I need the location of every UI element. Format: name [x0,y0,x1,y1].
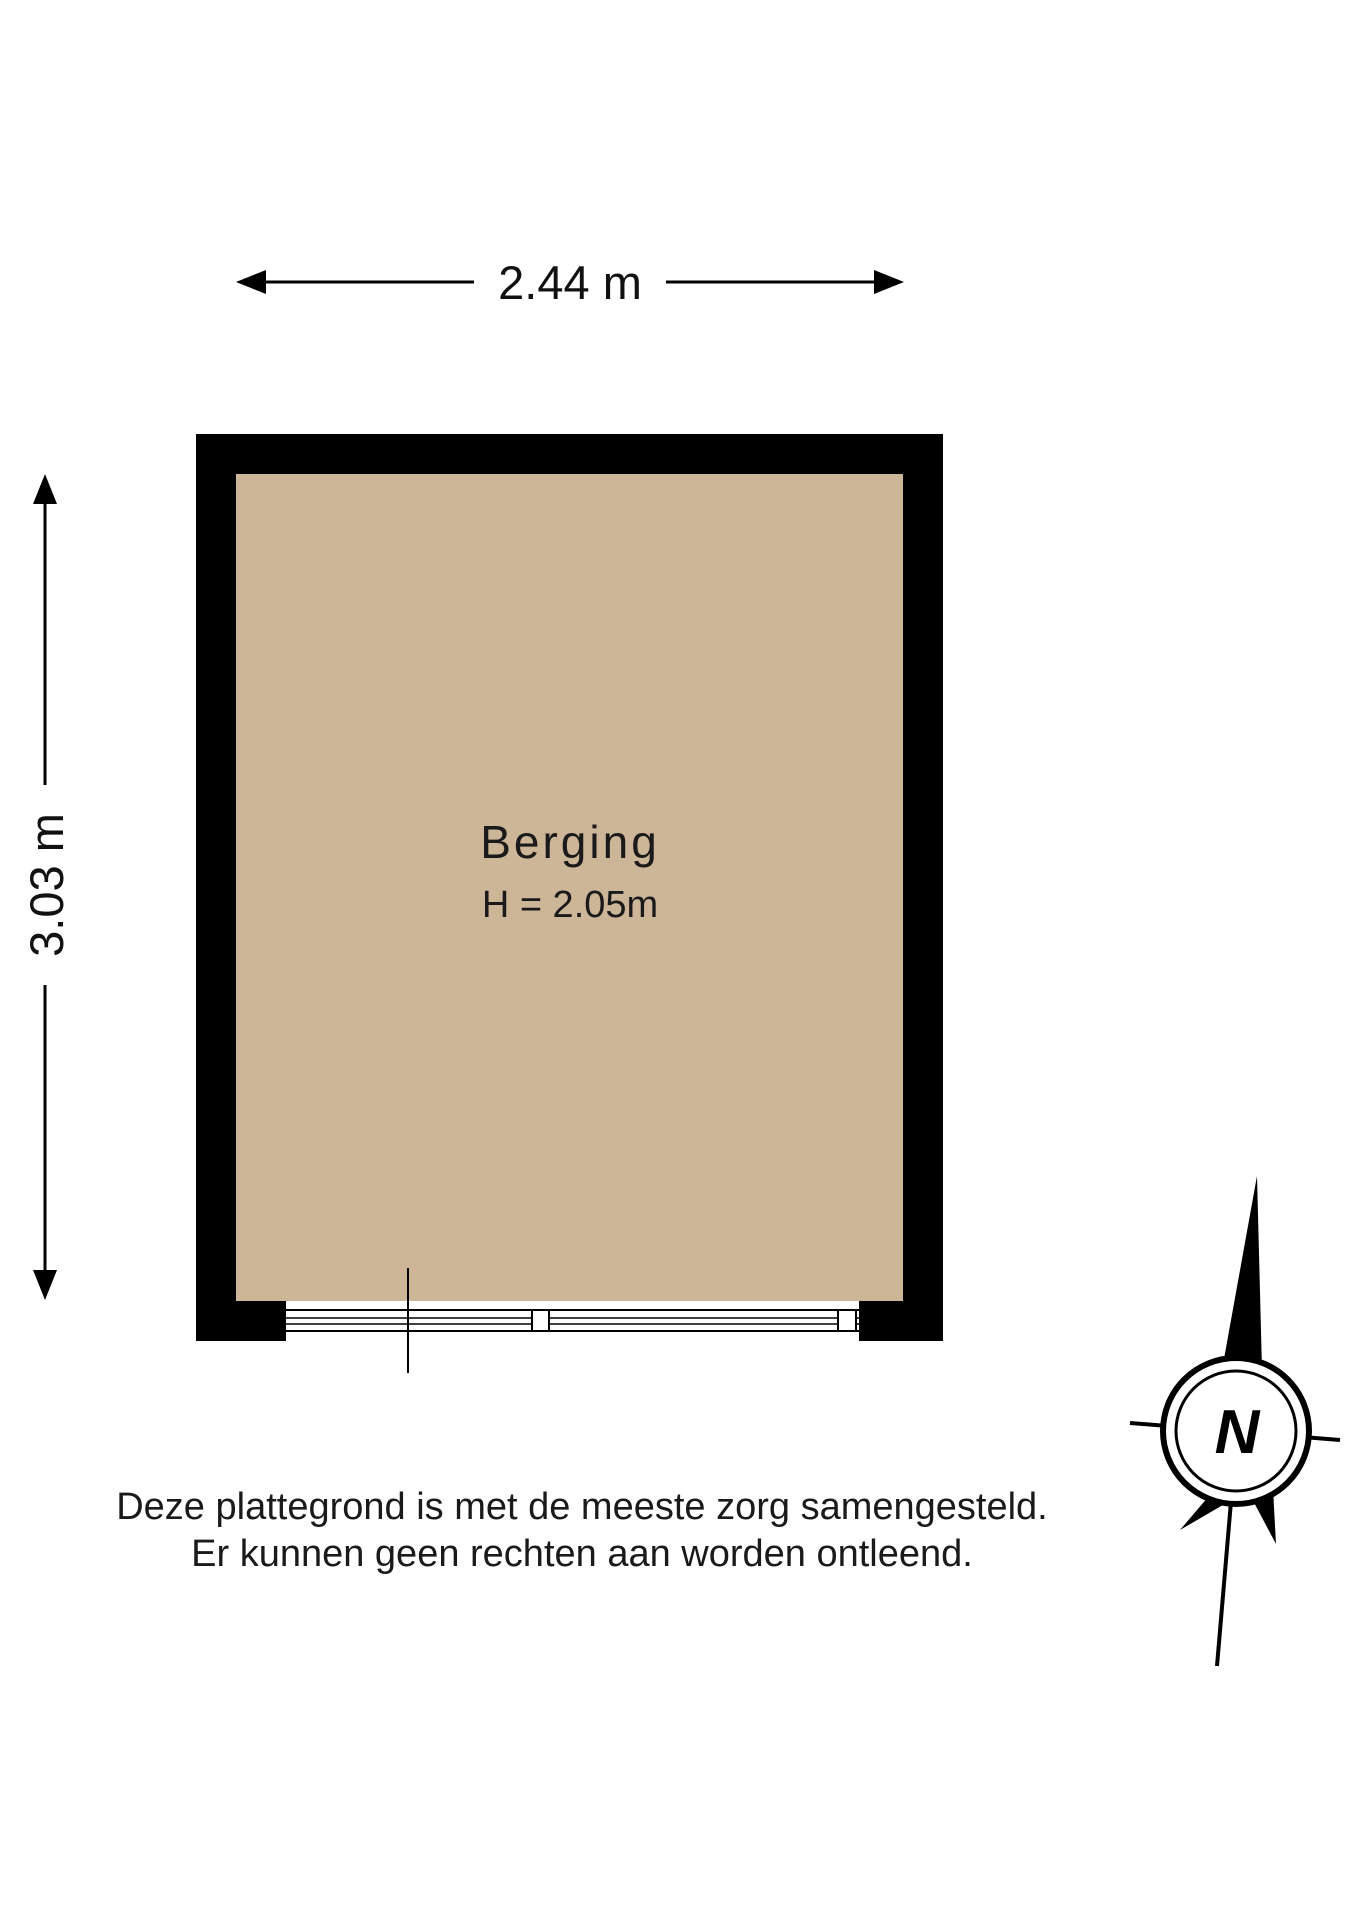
disclaimer-line-1: Deze plattegrond is met de meeste zorg samengesteld. [116,1486,1048,1528]
disclaimer [0,1484,1164,1578]
width-dimension [236,256,904,309]
room-height: H = 2.05m [481,884,659,926]
width-label: 2.44 m [498,256,642,309]
arrow-right-icon [874,270,904,294]
arrow-left-icon [236,270,266,294]
height-label: 3.03 m [20,813,73,957]
room-berging [196,434,943,1373]
arrow-up-icon [33,474,57,504]
room-name: Berging [480,816,660,868]
height-dimension [20,474,73,1300]
arrow-down-icon [33,1270,57,1300]
compass-letter: N [1214,1398,1260,1467]
compass-rose [1130,1176,1340,1666]
door-opening [286,1301,859,1341]
disclaimer-line-2: Er kunnen geen rechten aan worden ontleend. [191,1533,973,1575]
